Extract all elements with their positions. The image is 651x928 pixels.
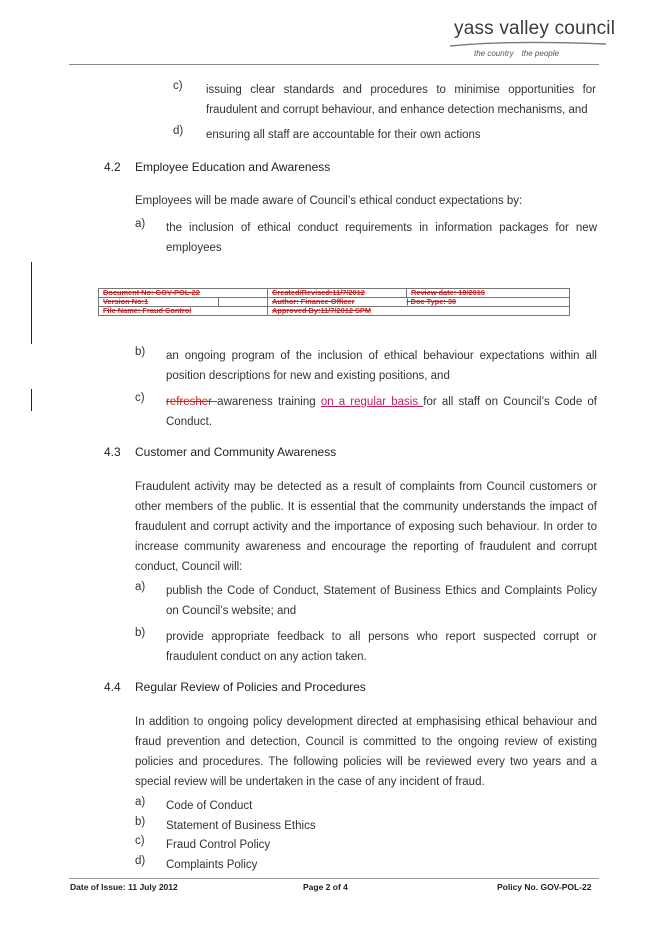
- paragraph: In addition to ongoing policy development directed at emphasising ethical behaviour and fraud prevention and detection, Council is committed to the ongoing review of existing policies and procedures. The following policies will be reviewed every two years and a special review will be undertaken in the case of any incident of fraud.: [135, 716, 597, 788]
- list-item: the inclusion of ethical conduct requirements in information packages for new employees: [166, 222, 597, 254]
- list-item: publish the Code of Conduct, Statement of Business Ethics and Complaints Policy on Council’s website; and: [166, 585, 597, 617]
- footer-policy-number: Policy No. GOV-POL-22: [497, 882, 592, 892]
- paragraph: Fraudulent activity may be detected as a result of complaints from Council customers or other members of the public. It is essential that the community understands the impact of fraudulent and corrupt activity and the importance of exposing such behaviour. In order to increase community awareness and encourage the reporting of fraudulent and corrupt conduct, Council will:: [135, 481, 597, 573]
- list-marker: b): [135, 346, 146, 358]
- council-tagline: [474, 49, 567, 58]
- tracked-deletion: refresher: [166, 396, 218, 408]
- list-marker: c): [173, 80, 183, 92]
- section-number: 4.2: [104, 160, 121, 174]
- list-item: Fraud Control Policy: [166, 839, 271, 851]
- header-rule: [69, 64, 599, 65]
- list-item: ensuring all staff are accountable for their own actions: [206, 129, 481, 141]
- list-marker: b): [135, 627, 146, 639]
- tagline-left: the country: [474, 49, 514, 58]
- text-run: for all staff on Council’s Code of Conduct.: [166, 396, 597, 428]
- file-name-cell: File Name: Fraud Control: [99, 307, 268, 316]
- list-marker: a): [135, 796, 146, 808]
- list-marker: a): [135, 581, 146, 593]
- list-marker: c): [135, 835, 145, 847]
- tagline-right: the people: [521, 49, 559, 58]
- empty-cell: [218, 298, 267, 307]
- list-item: [166, 392, 597, 432]
- footer-page-number: Page 2 of 4: [303, 882, 348, 892]
- section-number: 4.3: [104, 445, 121, 459]
- list-item: Complaints Policy: [166, 859, 258, 871]
- version-cell: Version No:1: [99, 298, 219, 307]
- section-heading: Customer and Community Awareness: [135, 445, 337, 459]
- author-doctype-cell: Author: Finance Officer | Doc Type: 30: [268, 298, 570, 307]
- author-text: Author: Finance Officer: [272, 297, 355, 306]
- council-logo-text: yass valley council: [454, 18, 616, 39]
- section-heading: Employee Education and Awareness: [135, 160, 331, 174]
- section-number: 4.4: [104, 680, 121, 694]
- doc-number-cell: Document No: GOV-POL-22: [99, 289, 268, 298]
- list-item: Statement of Business Ethics: [166, 820, 316, 832]
- list-item: Code of Conduct: [166, 800, 253, 812]
- list-marker: a): [135, 218, 146, 230]
- review-date-cell: Review date: 10/2016: [407, 289, 570, 298]
- tracked-insertion: on a regular basis: [320, 396, 424, 408]
- list-item: an ongoing program of the inclusion of ethical behaviour expectations within all position descriptions for new and existing positions, and: [166, 350, 597, 382]
- list-marker: d): [173, 125, 184, 137]
- list-marker: d): [135, 855, 146, 867]
- list-marker: b): [135, 816, 146, 828]
- change-bar: [31, 262, 32, 344]
- approved-by-cell: Approved By:11/7/2012 SPM: [268, 307, 570, 316]
- change-bar: [31, 389, 32, 411]
- list-item: issuing clear standards and procedures to minimise opportunities for fraudulent and corrupt behaviour, and enhance detection mechanisms, and: [206, 84, 596, 116]
- footer-rule: [69, 878, 599, 879]
- document-control-table: [98, 288, 570, 316]
- section-heading: Regular Review of Policies and Procedures: [135, 680, 366, 694]
- list-marker: c): [135, 392, 145, 404]
- footer-date-of-issue: Date of Issue: 11 July 2012: [70, 882, 178, 892]
- created-revised-cell: Created/Revised:11/7/2012: [268, 289, 407, 298]
- text-run: awareness training: [217, 396, 321, 408]
- doc-type-text: Doc Type: 30: [410, 297, 457, 306]
- paragraph: Employees will be made aware of Council’s ethical conduct expectations by:: [135, 195, 523, 207]
- list-item: provide appropriate feedback to all persons who report suspected corrupt or fraudulent conduct on any action taken.: [166, 631, 597, 663]
